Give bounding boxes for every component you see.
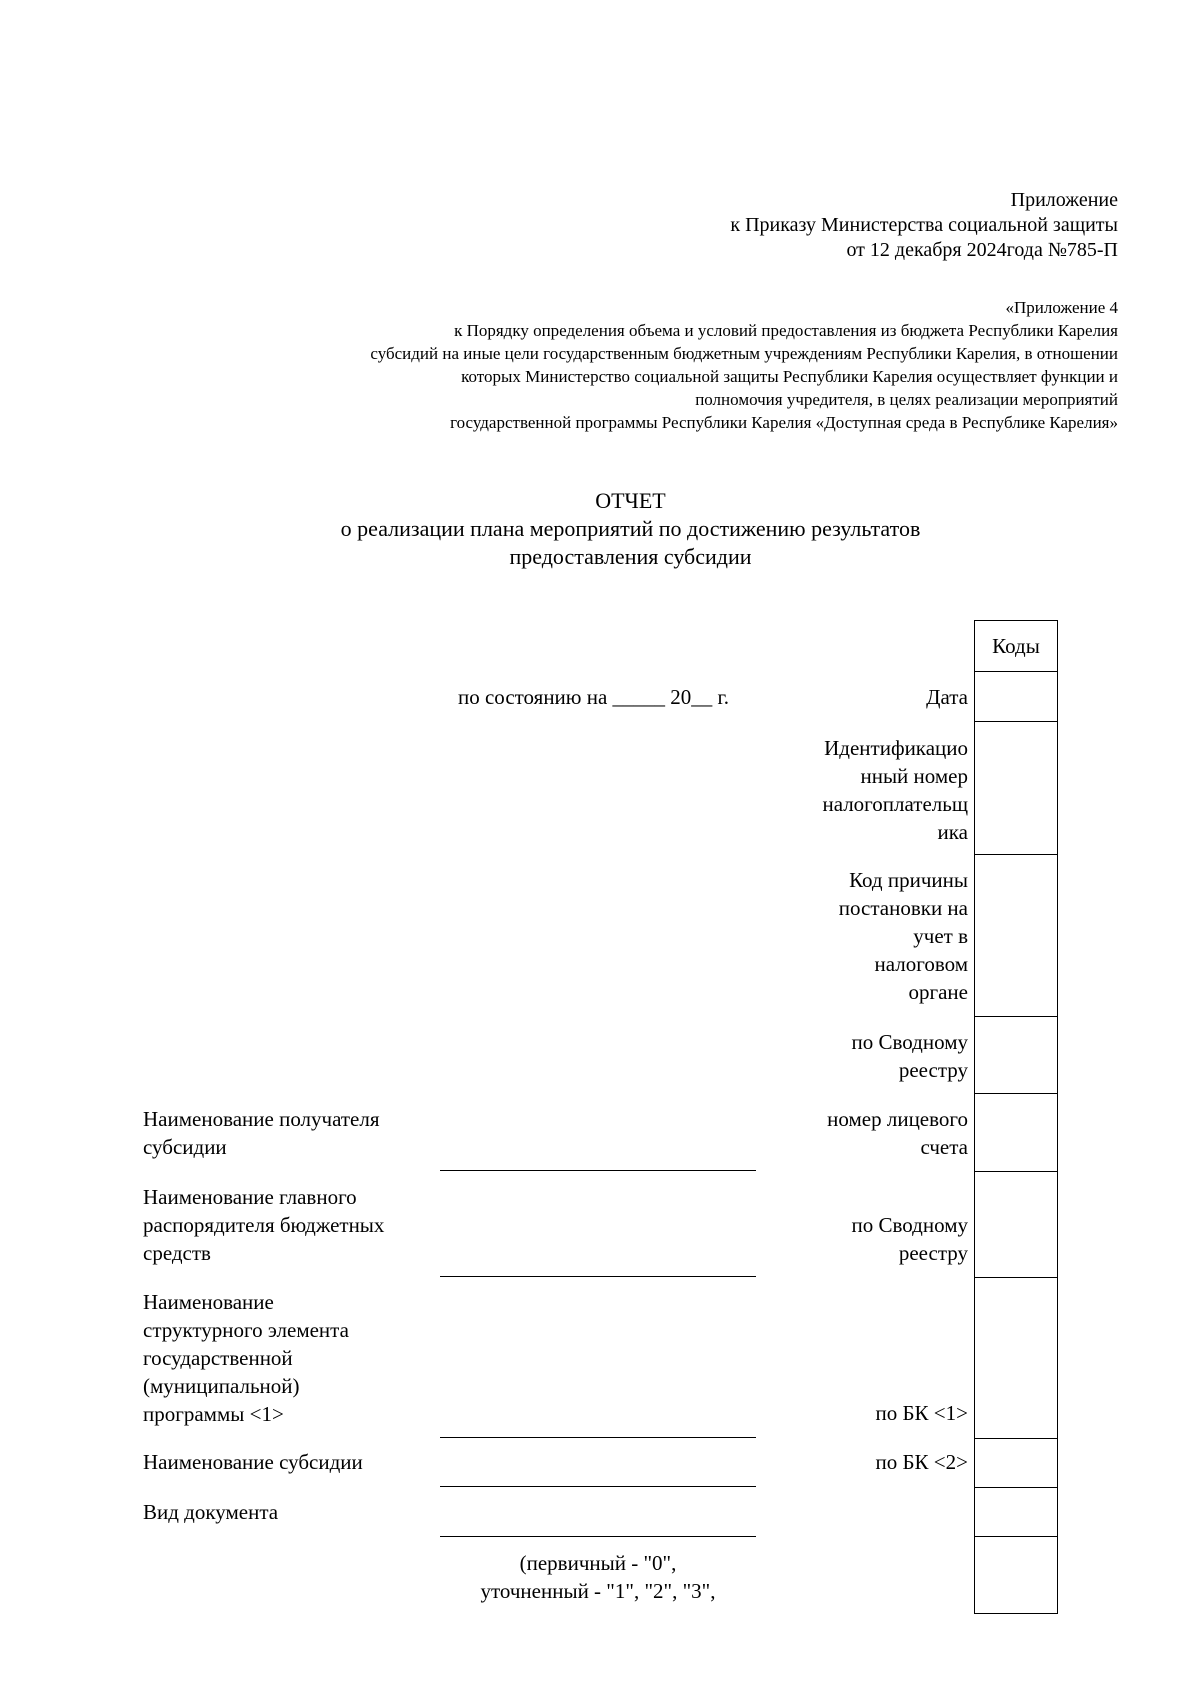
doc-type-label: Вид документа bbox=[143, 1500, 279, 1524]
bk1-label: по БК <1> bbox=[875, 1401, 968, 1425]
report-title bbox=[0, 487, 1200, 571]
appendix-line: Приложение bbox=[1010, 189, 1118, 211]
struct-element-label-line: (муниципальной) bbox=[143, 1374, 300, 1398]
svod-label-line: по Сводному bbox=[851, 1030, 968, 1054]
title-line: о реализации плана мероприятий по достижению результатов bbox=[340, 516, 921, 541]
inn-label bbox=[822, 734, 968, 846]
title-line: ОТЧЕТ bbox=[595, 488, 666, 513]
struct-element-label-line: программы <1> bbox=[143, 1402, 284, 1426]
sub-appendix-line: «Приложение 4 bbox=[1005, 298, 1118, 317]
doc-type-note bbox=[440, 1549, 756, 1605]
account-number-label bbox=[827, 1105, 968, 1161]
doc-type-field[interactable] bbox=[440, 1536, 756, 1537]
recipient-label-line: субсидии bbox=[143, 1135, 227, 1159]
sub-appendix-line: государственной программы Республики Карелия «Доступная среда в Республике Карелия» bbox=[450, 413, 1118, 432]
codes-divider bbox=[975, 1277, 1057, 1278]
codes-column bbox=[974, 620, 1058, 1614]
kpp-label-line: налоговом bbox=[874, 952, 968, 976]
account-label-line: номер лицевого bbox=[827, 1107, 968, 1131]
kpp-label bbox=[839, 866, 968, 1006]
recipient-label-line: Наименование получателя bbox=[143, 1107, 380, 1131]
codes-header: Коды bbox=[992, 634, 1040, 658]
doc-type-note-line: уточненный - "1", "2", "3", bbox=[480, 1579, 716, 1603]
codes-divider bbox=[975, 1171, 1057, 1172]
sub-appendix-line: к Порядку определения объема и условий предоставления из бюджета Республики Карелия bbox=[454, 321, 1118, 340]
main-manager-label-line: распорядителя бюджетных bbox=[143, 1213, 385, 1237]
recipient-name-label bbox=[143, 1105, 380, 1161]
struct-element-label bbox=[143, 1288, 349, 1428]
appendix-line: от 12 декабря 2024года №785-П bbox=[846, 239, 1118, 261]
codes-divider bbox=[975, 1438, 1057, 1439]
main-manager-label bbox=[143, 1183, 384, 1267]
recipient-name-field[interactable] bbox=[440, 1170, 756, 1171]
kpp-label-line: постановки на bbox=[838, 896, 968, 920]
as-of-date: по состоянию на _____ 20__ г. bbox=[458, 685, 730, 709]
bk2-label: по БК <2> bbox=[875, 1450, 968, 1474]
svod-registry-label-2 bbox=[852, 1211, 968, 1267]
codes-divider bbox=[975, 1487, 1057, 1488]
codes-divider bbox=[975, 1093, 1057, 1094]
struct-element-label-line: государственной bbox=[143, 1346, 293, 1370]
struct-element-label-line: Наименование bbox=[143, 1290, 274, 1314]
title-line: предоставления субсидии bbox=[509, 544, 752, 569]
date-label: Дата bbox=[926, 685, 968, 709]
kpp-label-line: учет в bbox=[913, 924, 968, 948]
inn-label-line: Идентификацио bbox=[824, 736, 968, 760]
main-manager-label-line: Наименование главного bbox=[143, 1185, 357, 1209]
subsidy-name-label: Наименование субсидии bbox=[143, 1450, 363, 1474]
inn-label-line: ика bbox=[937, 820, 968, 844]
account-label-line: счета bbox=[920, 1135, 968, 1159]
svod-label-line: реестру bbox=[898, 1058, 968, 1082]
codes-divider bbox=[975, 721, 1057, 722]
main-manager-label-line: средств bbox=[143, 1241, 211, 1265]
sub-appendix-line: полномочия учредителя, в целях реализации мероприятий bbox=[695, 390, 1118, 409]
kpp-label-line: Код причины bbox=[849, 868, 968, 892]
appendix-header bbox=[730, 188, 1118, 263]
codes-divider bbox=[975, 671, 1057, 672]
subsidy-name-field[interactable] bbox=[440, 1486, 756, 1487]
inn-label-line: нный номер bbox=[860, 764, 968, 788]
sub-appendix-line: которых Министерство социальной защиты Республики Карелия осуществляет функции и bbox=[461, 367, 1118, 386]
sub-appendix-line: субсидий на иные цели государственным бюджетным учреждениям Республики Карелия, в отношении bbox=[370, 344, 1118, 363]
doc-type-note-line: (первичный - "0", bbox=[519, 1551, 677, 1575]
appendix-line: к Приказу Министерства социальной защиты bbox=[730, 214, 1118, 236]
codes-divider bbox=[975, 1016, 1057, 1017]
svod-label-line: реестру bbox=[898, 1241, 968, 1265]
inn-label-line: налогоплательщ bbox=[822, 792, 968, 816]
struct-element-label-line: структурного элемента bbox=[143, 1318, 349, 1342]
sub-appendix-header bbox=[370, 296, 1118, 434]
codes-divider bbox=[975, 854, 1057, 855]
kpp-label-line: органе bbox=[908, 980, 968, 1004]
svod-label-line: по Сводному bbox=[851, 1213, 968, 1237]
main-manager-field[interactable] bbox=[440, 1276, 756, 1277]
struct-element-field[interactable] bbox=[440, 1437, 756, 1438]
codes-divider bbox=[975, 1536, 1057, 1537]
svod-registry-label-1 bbox=[852, 1028, 968, 1084]
